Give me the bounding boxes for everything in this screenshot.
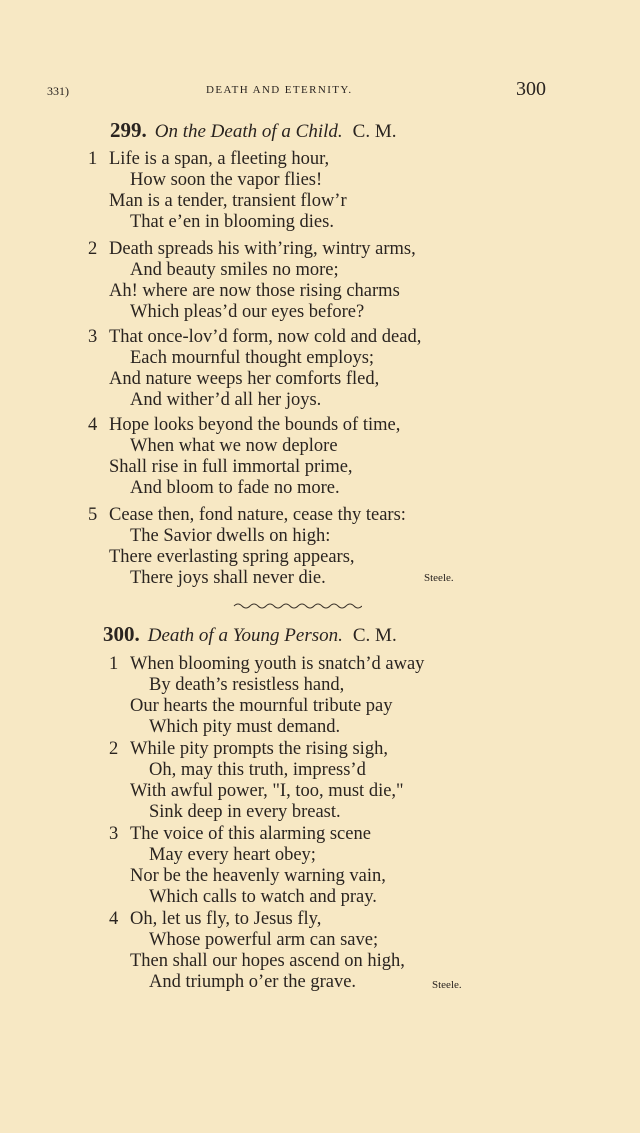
- verse-line: May every heart obey;: [149, 845, 316, 865]
- header-hymn-range: 331): [47, 84, 69, 98]
- verse-line: Then shall our hopes ascend on high,: [130, 951, 405, 971]
- verse-line: Nor be the heavenly warning vain,: [130, 866, 386, 886]
- verse-line: Cease then, fond nature, cease thy tears:: [109, 505, 406, 525]
- page-number: 300: [516, 78, 546, 100]
- hymn-300-author: Steele.: [432, 979, 462, 991]
- stanza-number: 1: [88, 149, 98, 169]
- verse-line: Which pleas’d our eyes before?: [130, 302, 365, 322]
- header-section-title: DEATH AND ETERNITY.: [206, 84, 353, 96]
- verse-line: Our hearts the mournful tribute pay: [130, 696, 393, 716]
- verse-line: Man is a tender, transient flow’r: [109, 191, 347, 211]
- stanza-number: 5: [88, 505, 98, 525]
- stanza-number: 3: [88, 327, 98, 347]
- stanza-number: 4: [109, 909, 119, 929]
- verse-line: And wither’d all her joys.: [130, 390, 322, 410]
- verse-line: Life is a span, a fleeting hour,: [109, 149, 330, 169]
- verse-line: There joys shall never die.: [130, 568, 326, 588]
- verse-line: The Savior dwells on high:: [130, 526, 331, 546]
- verse-line: Which calls to watch and pray.: [149, 887, 377, 907]
- hymn-300-title: [103, 622, 397, 647]
- verse-line: When what we now deplore: [130, 436, 338, 456]
- stanza-number: 2: [88, 239, 98, 259]
- verse-line: Each mournful thought employs;: [130, 348, 375, 368]
- verse-line: By death’s resistless hand,: [149, 675, 345, 695]
- verse-line: The voice of this alarming scene: [130, 824, 371, 844]
- verse-line: Which pity must demand.: [149, 717, 341, 737]
- verse-line: How soon the vapor flies!: [130, 170, 323, 190]
- verse-line: There everlasting spring appears,: [109, 547, 355, 567]
- verse-line: And triumph o’er the grave.: [149, 972, 357, 992]
- verse-line: When blooming youth is snatch’d away: [130, 654, 425, 674]
- ornamental-divider: [232, 601, 362, 611]
- verse-line: Whose powerful arm can save;: [149, 930, 379, 950]
- hymn-title-text: On the Death of a Child.: [154, 121, 343, 142]
- hymn-meter: C. M.: [352, 625, 397, 646]
- stanza-number: 4: [88, 415, 98, 435]
- verse-line: Death spreads his with’ring, wintry arms,: [109, 239, 416, 259]
- stanza-number: 3: [109, 824, 119, 844]
- verse-line: Ah! where are now those rising charms: [109, 281, 400, 301]
- verse-line: Shall rise in full immortal prime,: [109, 457, 353, 477]
- verse-line: With awful power, "I, too, must die,": [130, 781, 404, 801]
- verse-line: Oh, may this truth, impress’d: [149, 760, 366, 780]
- verse-line: And nature weeps her comforts fled,: [109, 369, 380, 389]
- verse-line: And beauty smiles no more;: [130, 260, 339, 280]
- hymn-number: 299.: [110, 118, 147, 142]
- verse-line: And bloom to fade no more.: [130, 478, 340, 498]
- running-header: [0, 78, 640, 104]
- stanza-number: 2: [109, 739, 119, 759]
- verse-line: Oh, let us fly, to Jesus fly,: [130, 909, 322, 929]
- verse-line: Sink deep in every breast.: [149, 802, 341, 822]
- hymn-title-text: Death of a Young Person.: [147, 625, 343, 646]
- verse-line: While pity prompts the rising sigh,: [130, 739, 388, 759]
- verse-line: That e’en in blooming dies.: [130, 212, 334, 232]
- stanza-number: 1: [109, 654, 119, 674]
- hymn-meter: C. M.: [352, 121, 397, 142]
- verse-line: That once-lov’d form, now cold and dead,: [109, 327, 422, 347]
- hymn-299-author: Steele.: [424, 572, 454, 584]
- hymn-number: 300.: [103, 622, 140, 646]
- verse-line: Hope looks beyond the bounds of time,: [109, 415, 401, 435]
- hymn-299-title: [110, 118, 396, 143]
